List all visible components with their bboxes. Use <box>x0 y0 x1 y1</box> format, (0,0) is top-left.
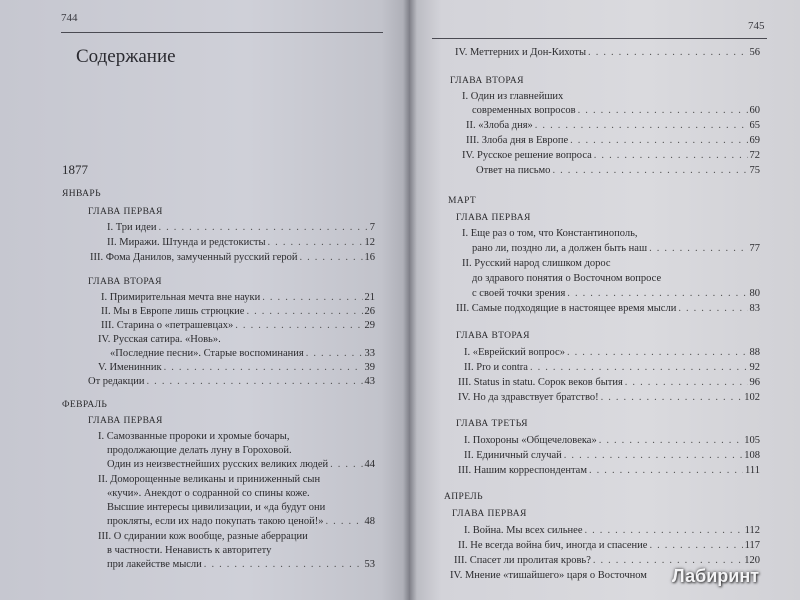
page-number-right: 745 <box>748 20 765 32</box>
chapter-heading: ГЛАВА ВТОРАЯ <box>88 277 162 287</box>
toc-entry-line[interactable]: Высшие интересы цивилизации, и «да будут они <box>107 502 326 513</box>
toc-entry[interactable]: От редакции . . . 43 <box>88 375 375 388</box>
toc-entry[interactable]: I. Война. Мы всех сильнее . . . 112 <box>464 524 760 537</box>
chapter-heading: ГЛАВА ПЕРВАЯ <box>456 213 531 223</box>
toc-entry[interactable]: «Последние песни». Старые воспоминания . . . 33 <box>110 347 375 360</box>
chapter-heading: ГЛАВА ВТОРАЯ <box>450 76 524 86</box>
toc-entry-line[interactable]: I. Один из главнейших <box>462 91 564 102</box>
toc-entry[interactable]: II. Pro и contra . . . 92 <box>464 361 760 374</box>
toc-entry[interactable]: IV. Меттерних и Дон-Кихоты . . . 56 <box>455 46 760 59</box>
month-heading-march: МАРТ <box>448 196 477 206</box>
toc-entry[interactable]: II. Единичный случай . . . 108 <box>464 449 760 462</box>
toc-entry[interactable]: с своей точки зрения . . . 80 <box>472 287 760 300</box>
month-heading-february: ФЕВРАЛЬ <box>62 400 108 410</box>
toc-entry[interactable]: III. Нашим корреспондентам . . . 111 <box>458 464 760 477</box>
toc-entry[interactable]: II. «Злоба дня» . . . 65 <box>466 119 760 132</box>
toc-entry-line[interactable]: IV. Мнение «тишайшего» царя о Восточном <box>450 570 647 581</box>
toc-entry[interactable]: II. Мы в Европе лишь стрюцкие . . . 26 <box>101 305 375 318</box>
toc-entry[interactable]: Ответ на письмо . . . 75 <box>476 164 760 177</box>
month-heading-january: ЯНВАРЬ <box>62 189 101 199</box>
year-heading: 1877 <box>62 162 88 177</box>
toc-entry[interactable]: I. «Еврейский вопрос» . . . 88 <box>464 346 760 359</box>
toc-entry[interactable]: III. Спасет ли пролитая кровь? . . . 120 <box>454 554 760 567</box>
chapter-heading: ГЛАВА ТРЕТЬЯ <box>456 419 528 429</box>
toc-entry[interactable]: V. Именинник . . . 39 <box>98 361 375 374</box>
toc-entry[interactable]: III. Старина о «петрашевцах» . . . 29 <box>101 319 375 332</box>
toc-entry[interactable]: III. Самые подходящие в настоящее время мысли . . . 83 <box>456 302 760 315</box>
month-heading-april: АПРЕЛЬ <box>444 492 483 502</box>
toc-entry-line[interactable]: I. Самозванные пророки и хромые бочары, <box>98 431 290 442</box>
toc-entry[interactable]: III. Status in statu. Сорок веков бытия . . . 96 <box>458 376 760 389</box>
toc-entry[interactable]: прокляты, если их надо покупать такою ценой!» . . . 48 <box>107 515 375 528</box>
toc-entry-line[interactable]: II. Доморощенные великаны и приниженный сын <box>98 474 321 485</box>
toc-entry[interactable]: Один из неизвестнейших русских великих людей . . . 44 <box>107 458 375 471</box>
toc-entry[interactable]: рано ли, поздно ли, а должен быть наш . . . 77 <box>472 242 760 255</box>
labirint-watermark: Лабиринт <box>672 566 760 586</box>
toc-entry[interactable]: современных вопросов . . . 60 <box>472 104 760 117</box>
toc-entry[interactable]: I. Примирительная мечта вне науки . . . 21 <box>101 291 375 304</box>
toc-entry-line[interactable]: III. О сдирании кож вообще, разные аберрации <box>98 531 308 542</box>
toc-entry[interactable]: III. Фома Данилов, замученный русский герой . . . 16 <box>90 251 375 264</box>
toc-entry[interactable]: I. Три идеи . . . 7 <box>107 221 375 234</box>
header-rule-left <box>61 32 383 33</box>
toc-entry[interactable]: II. Не всегда война бич, иногда и спасение . . . 117 <box>458 539 760 552</box>
toc-entry[interactable]: IV. Но да здравствует братство! . . . 102 <box>458 391 760 404</box>
chapter-heading: ГЛАВА ПЕРВАЯ <box>452 509 527 519</box>
chapter-heading: ГЛАВА ПЕРВАЯ <box>88 416 163 426</box>
page-number-left: 744 <box>61 12 78 24</box>
page-title: Содержание <box>76 46 176 67</box>
toc-entry[interactable]: I. Похороны «Общечеловека» . . . 105 <box>464 434 760 447</box>
book-gutter <box>403 0 417 600</box>
toc-entry-line[interactable]: II. Русский народ слишком дорос <box>462 258 611 269</box>
toc-entry-line[interactable]: в частности. Ненависть к авторитету <box>107 545 272 556</box>
toc-entry[interactable]: при лакействе мысли . . . 53 <box>107 558 375 571</box>
toc-entry[interactable]: IV. Русское решение вопроса . . . 72 <box>462 149 760 162</box>
chapter-heading: ГЛАВА ВТОРАЯ <box>456 331 530 341</box>
toc-entry-line[interactable]: I. Еще раз о том, что Константинополь, <box>462 228 638 239</box>
toc-entry-line[interactable]: IV. Русская сатира. «Новь». <box>98 334 221 345</box>
toc-entry-line[interactable]: продолжающие делать луну в Гороховой. <box>107 445 292 456</box>
toc-entry-line[interactable]: «кучи». Анекдот о содранной со спины коже. <box>107 488 310 499</box>
toc-entry[interactable]: II. Миражи. Штунда и редстокисты . . . 12 <box>107 236 375 249</box>
chapter-heading: ГЛАВА ПЕРВАЯ <box>88 207 163 217</box>
toc-entry-line[interactable]: до здравого понятия о Восточном вопросе <box>472 273 662 284</box>
header-rule-right <box>432 38 767 39</box>
toc-entry[interactable]: III. Злоба дня в Европе . . . 69 <box>466 134 760 147</box>
